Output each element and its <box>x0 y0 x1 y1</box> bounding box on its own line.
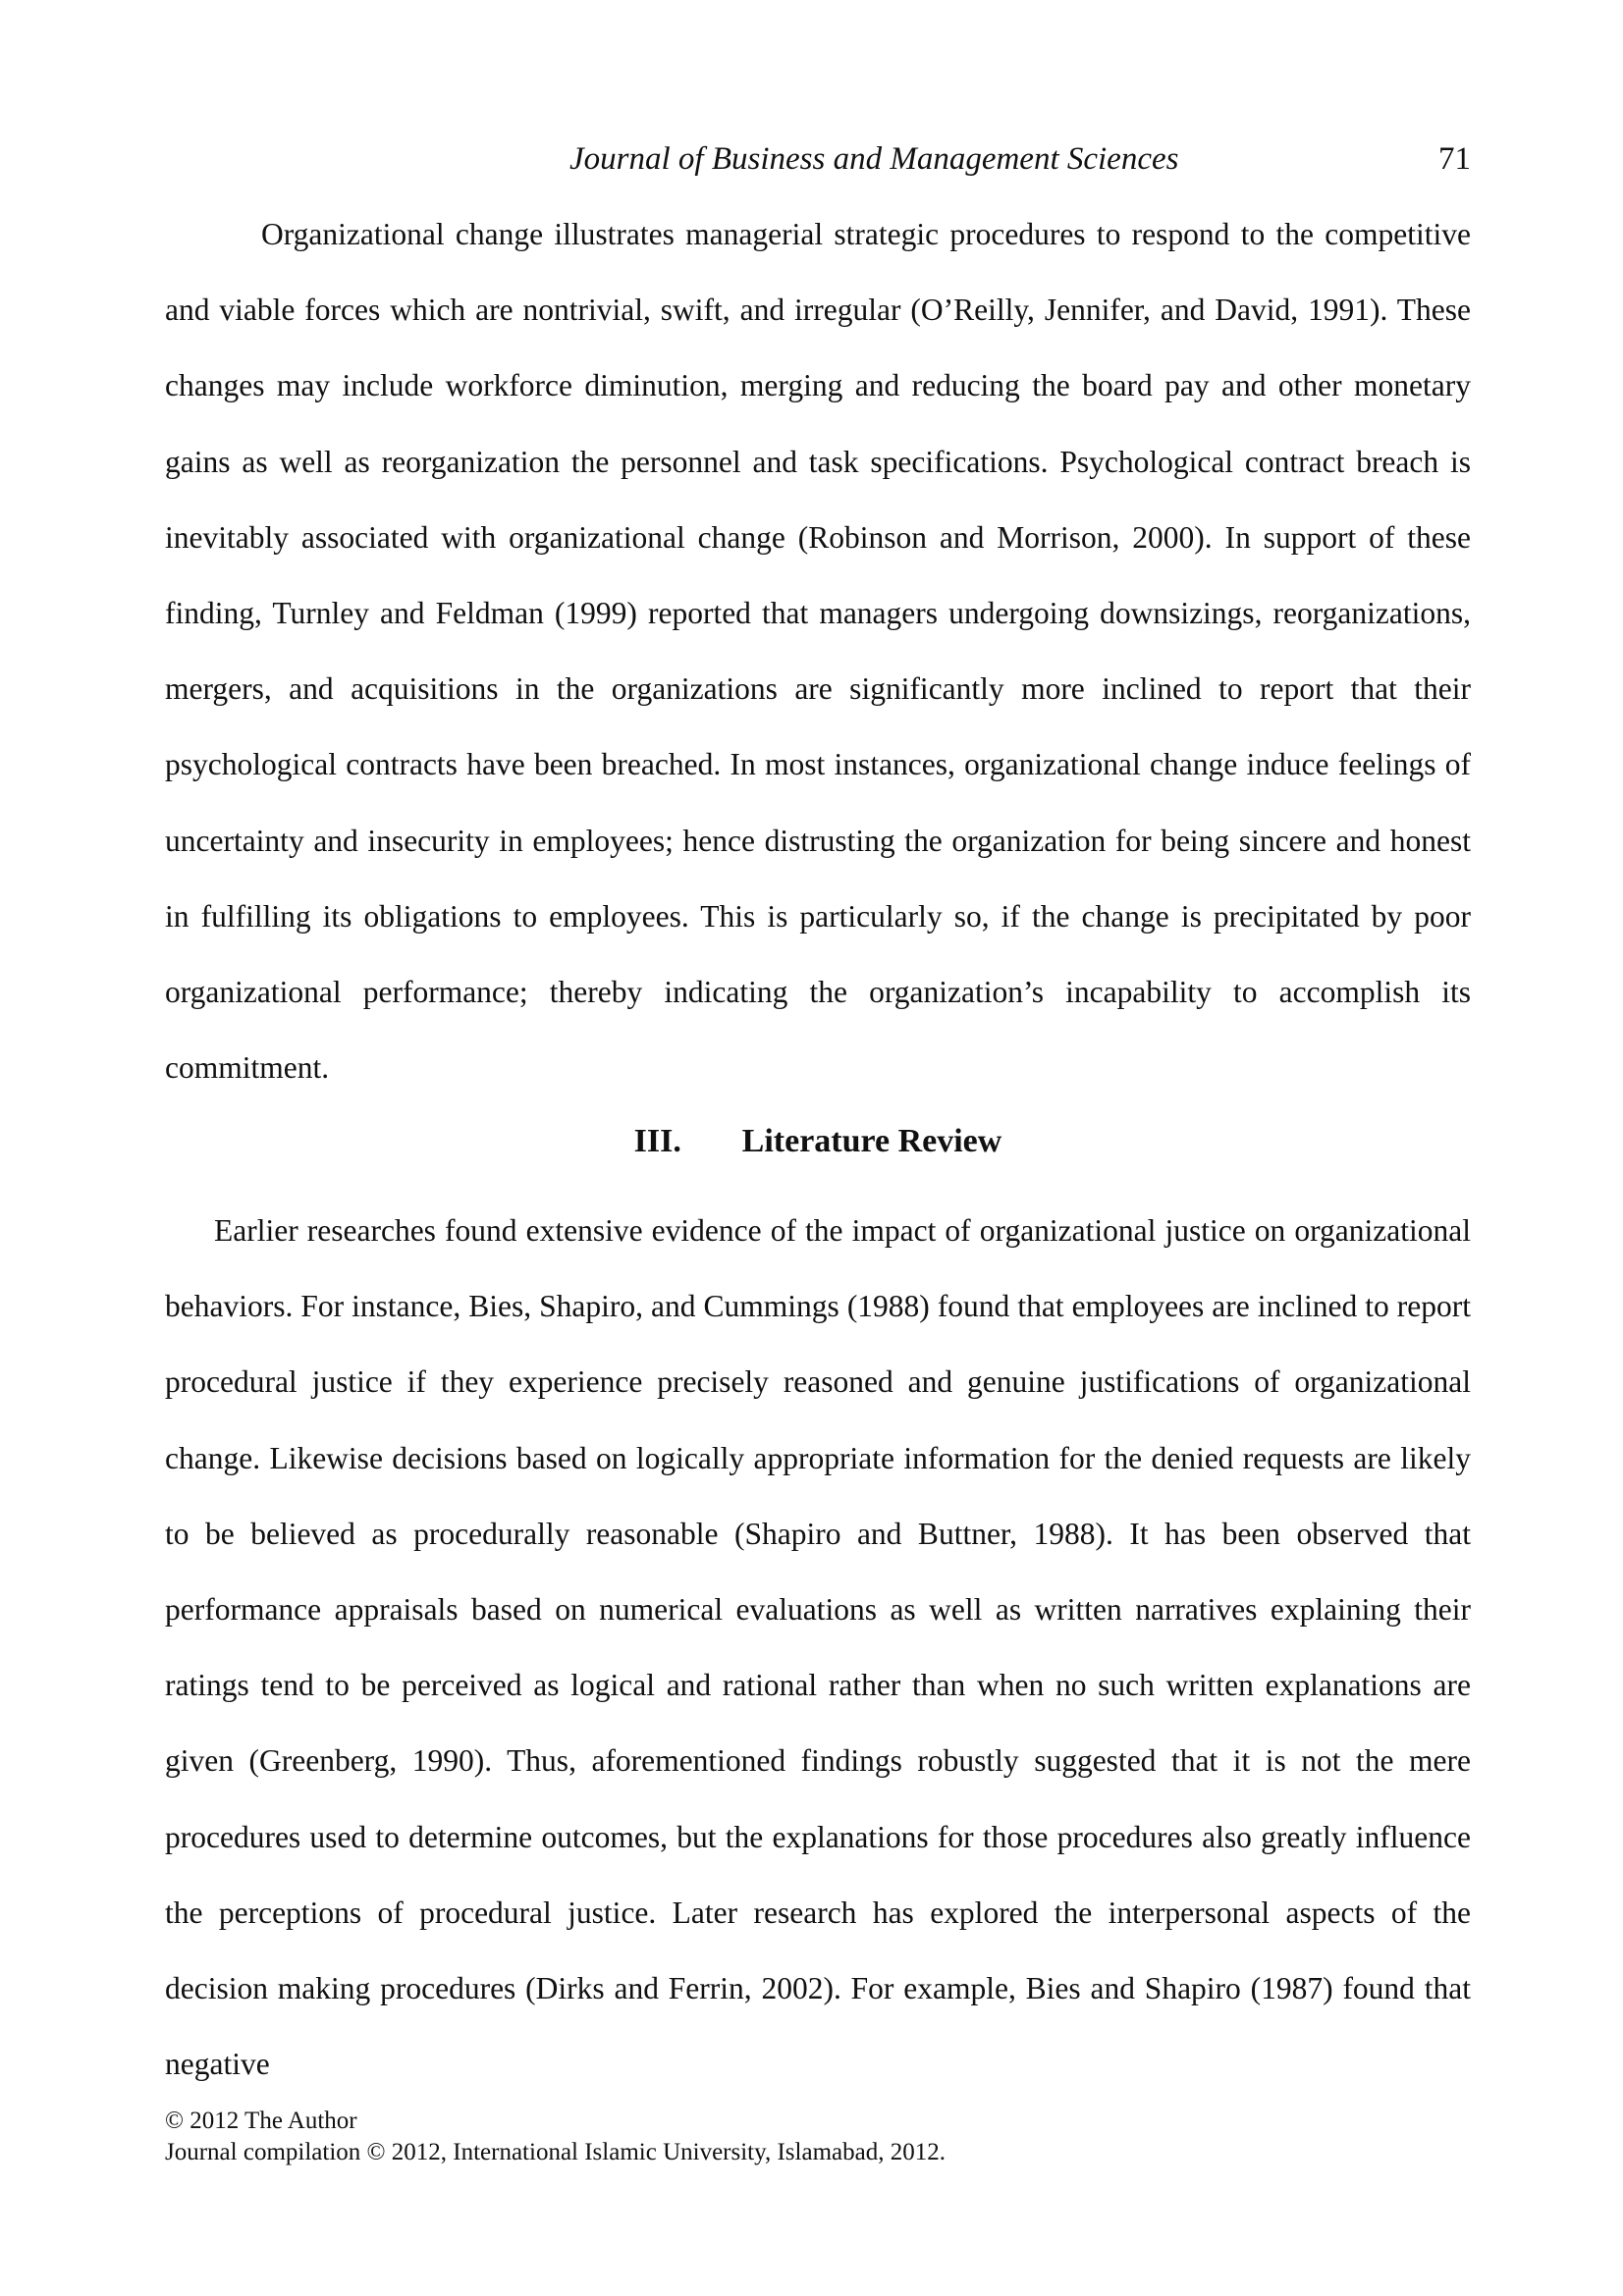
page-number: 71 <box>1438 141 1471 177</box>
running-header <box>165 135 1471 183</box>
section-heading <box>165 1109 1471 1174</box>
body-paragraph-literature-review: Earlier researches found extensive evidence of the impact of organizational justice on organizational behaviors. For instance, Bies, Shapiro, and Cummings (1988) found that employees are inclined to report procedural justice if they experience precisely reasoned and genuine justifications of organizational change. Likewise decisions based on logically appropriate information for the denied requests are likely to be believed as procedurally reasonable (Shapiro and Buttner, 1988). It has been observed that performance appraisals based on numerical evaluations as well as written narratives explaining their ratings tend to be perceived as logical and rational rather than when no such written explanations are given (Greenberg, 1990). Thus, aforementioned findings robustly suggested that it is not the mere procedures used to determine outcomes, but the explanations for those procedures also greatly influence the perceptions of procedural justice. Later research has explored the interpersonal aspects of the decision making procedures (Dirks and Ferrin, 2002). For example, Bies and Shapiro (1987) found that negative <box>165 1213 1471 2082</box>
journal-title: Journal of Business and Management Sciences <box>569 141 1179 177</box>
page-footer <box>165 2106 946 2168</box>
section-title: Literature Review <box>741 1123 1002 1159</box>
footer-compilation: Journal compilation © 2012, International Islamic University, Islamabad, 2012. <box>165 2139 946 2165</box>
footer-copyright: © 2012 The Author <box>165 2108 357 2134</box>
section-number: III. <box>633 1123 681 1159</box>
body-paragraph-organizational-change: Organizational change illustrates managerial strategic procedures to respond to the competitive and viable forces which are nontrivial, swift, and irregular (O’Reilly, Jennifer, and David, 1991). These changes may include workforce diminution, merging and reducing the board pay and other monetary gains as well as reorganization the personnel and task specifications. Psychological contract breach is inevitably associated with organizational change (Robinson and Morrison, 2000). In support of these finding, Turnley and Feldman (1999) reported that managers undergoing downsizings, reorganizations, mergers, and acquisitions in the organizations are significantly more inclined to report that their psychological contracts have been breached. In most instances, organizational change induce feelings of uncertainty and insecurity in employees; hence distrusting the organization for being sincere and honest in fulfilling its obligations to employees. This is particularly so, if the change is precipitated by poor organizational performance; thereby indicating the organization’s incapability to accomplish its commitment. <box>165 217 1471 1086</box>
